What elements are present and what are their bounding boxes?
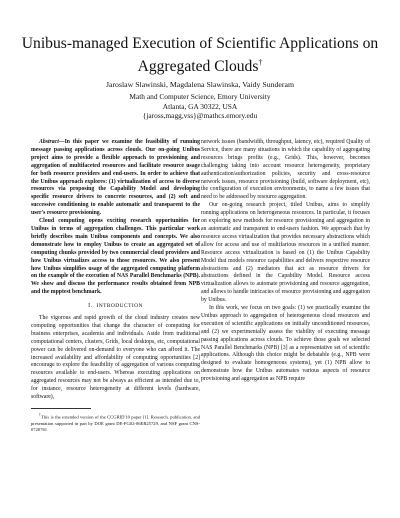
section-title: INTRODUCTION — [96, 303, 143, 310]
intro-paragraph-2: Our on-going research project, titled Unibus, aims to simplify running applications on heterogeneous resources. In particular, it focuses on exploring new methods for resource provisioning and aggregation in an automatic and transparent to end-users fashion. We approach that by resource access virtualization that provides necessary abstractions which allow for access and use of multifarious resources in a unified manner. Resource access virtualization is based on (1) the Unibus Capability Model that models resource capabilities and delivers respective resource abstractions and (2) mediators that act as resource drivers for abstractions defined in the Capability Model. Resource access virtualization allows to automate provisioning and resource aggregation, and allows to handle intricacies of resource provisioning and aggregation by Unibus. — [201, 202, 370, 304]
affiliation-city: Atlanta, GA 30322, USA — [162, 101, 238, 111]
abstract-label: Abstract — [39, 139, 59, 145]
abstract-text: In this paper we examine the feasibility of running message passing applications across clouds. Our on-going Unibus project aims to provide a flexible approach to provisioning and aggregation of multifaceted resources and facilitate resource usage for both resource providers and end-users. In order to achieve that the Unibus approach explores: (1) virtualization of access to diverse resources via proposing the Capability Model and developing specific resource drivers to concrete resources, and (2) soft and successive conditioning to enable automatic and transparent to the user's resource provisioning. — [31, 139, 200, 217]
title-footnote-mark: † — [258, 58, 263, 67]
affiliation-block — [20, 92, 380, 121]
affiliation-email: {jaross,magg,vss}@mathcs.emory.edu — [142, 111, 258, 120]
intro-paragraph-1: The vigorous and rapid growth of the cloud industry creates new computing opportunities that change the character of computing for business enterprises, academia and individuals. Aside from traditional computational centers, clusters, Grids, local desktops, etc, computational power can be delivered on-demand to everyone who can afford it. The increased availability and affordability of computing opportunities [2] encourage to explore the feasibility of aggregation of various computing resources available to end-users. Whereas executing applications on aggregated resources may not be always as efficient as intended due to, for instance, resource heterogeneity at different levels (hardware, software), — [31, 315, 200, 401]
abstract-paragraph: Abstract—In this paper we examine the feasibility of running message passing applications across clouds. Our on-going Unibus project aims to provide a flexible approach to provisioning and aggregation of multifaceted resources and facilitate resource usage for both resource providers and end-users. In order to achieve that the Unibus approach explores: (1) virtualization of access to diverse resources via proposing the Capability Model and developing specific resource drivers to concrete resources, and (2) soft and successive conditioning to enable automatic and transparent to the user's resource provisioning. — [31, 139, 200, 217]
footnote-text: This is the extended version of the CCGRID'10 paper [1]. Research, publication, and presentation supported in part by DOE grant DE-FG02-06ER25729, and NSF grant CNS-0720761 — [31, 414, 200, 432]
author-list: Jaroslaw Slawinski, Magdalena Slawinska, Vaidy Sunderam — [105, 80, 295, 89]
footnote — [31, 412, 200, 433]
paper-title: Unibus-managed Execution of Scientific Applications on Aggregated Clouds† — [21, 35, 379, 76]
intro-paragraph-continued: network issues (bandwidth, throughput, latency, etc), required Quality of Service, there are many situations in which the capability of aggregating resources brings profits (e.g., Grids). This, however, becomes challenging taking into account resource heterogeneity, proprietary authentication/authorization policies, security and cross-resource network issues, resource provisioning (build, software deployment, etc), the configuration of execution environments, to name a few issues that need to be addressed by resource aggregation. — [201, 139, 370, 201]
abstract-paragraph-2: Cloud computing opens exciting research opportunities for Unibus in terms of aggregation challenges. This particular work briefly describes main Unibus components and concepts. We also demonstrate how to employ Unibus to create an aggregated set of computing chunks provided by two commercial cloud providers and how Unibus virtualizes access to those resources. We also present how Unibus simplifies usage of the aggregated computing platform on the example of the execution of NAS Parallel Benchmarks (NPB). We show and discuss the performance results obtained from NPB and the mpptest benchmark. — [31, 218, 200, 296]
intro-paragraph-3: In this work, we focus on two goals: (1) we practically examine the Unibus approach to aggregation of heterogeneous cloud resources and execution of scientific applications on initially unconditioned resources, and (2) we experimentally assess the viability of executing message passing applications across clouds. To achieve those goals we selected NAS Parallel Benchmarks (NPB) [3] as a representative set of scientific applications. Although this choice might be debatable (e.g., NPB were designed to evaluate homogeneous systems), yet (1) NPB allow to demonstrate how the Unibus automates various aspects of resource provisioning and aggregation as NPB require — [201, 305, 370, 383]
footnote-rule — [31, 408, 91, 409]
section-number: I. — [88, 303, 93, 310]
left-column — [31, 139, 200, 433]
affiliation-dept: Math and Computer Science, Emory University — [129, 92, 271, 101]
right-column — [201, 139, 370, 384]
footnote-mark: † — [39, 413, 42, 417]
section-heading-introduction — [31, 303, 200, 311]
